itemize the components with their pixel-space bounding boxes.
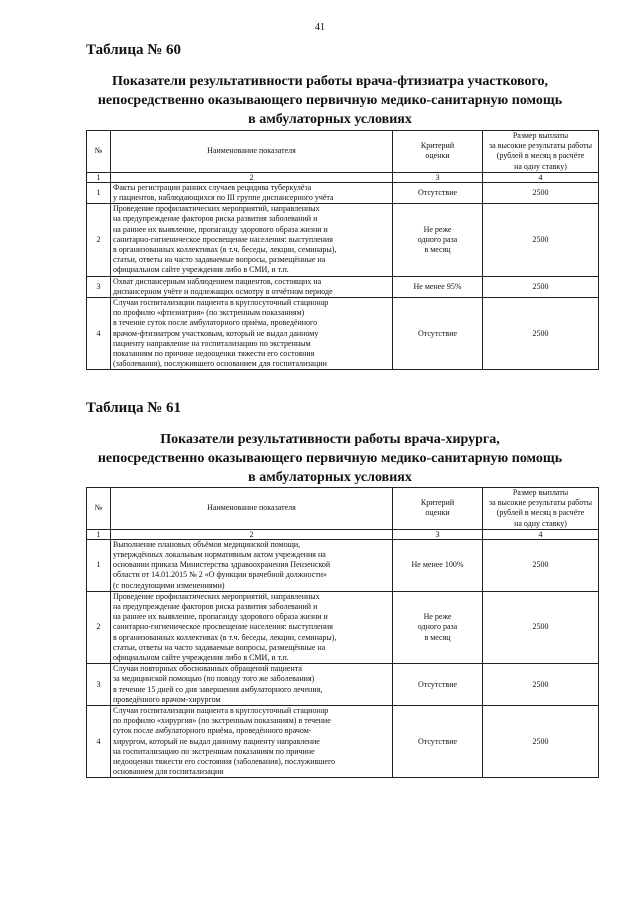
indicators-table	[86, 487, 599, 778]
table-label: Таблица № 60	[86, 42, 182, 58]
column-index: 3	[393, 529, 483, 539]
table-title	[80, 72, 580, 129]
column-index: 4	[483, 529, 599, 539]
indicator-name-line: официальном сайте учреждения либо в СМИ, и т.п.	[113, 653, 289, 663]
payment-amount: 2500	[483, 706, 599, 778]
indicators-table	[86, 130, 599, 370]
indicator-name-line: у пациентов, наблюдающихся по III группе диспансерного учёта	[113, 193, 334, 203]
criterion-line: одного раза	[417, 622, 458, 632]
header-payment	[483, 488, 599, 530]
criterion	[393, 591, 483, 663]
table-title-line: непосредственно оказывающего первичную медико-санитарную помощь	[97, 93, 563, 108]
indicator-name-line: Охват диспансерным наблюдением пациентов, состоящих на	[113, 276, 322, 286]
row-number: 4	[87, 706, 111, 778]
indicator-name-line: статьи, ответы на часто задаваемые вопросы, размещённые на	[113, 642, 326, 652]
header-payment-line: (рублей в месяц в расчёте	[496, 508, 585, 518]
row-number: 3	[87, 276, 111, 297]
criterion-line: в месяц	[424, 632, 451, 642]
indicator-name-line: Факты регистрации ранних случаев рецидива туберкулёза	[113, 182, 312, 192]
table-row	[87, 539, 599, 591]
indicator-name-line: недооценки тяжести его состояния (заболевания), послужившего	[113, 757, 336, 767]
criterion	[393, 298, 483, 370]
row-number: 2	[87, 204, 111, 276]
table-row	[87, 298, 599, 370]
indicator-name	[111, 706, 393, 778]
payment-amount: 2500	[483, 298, 599, 370]
payment-amount: 2500	[483, 539, 599, 591]
indicator-name-line: на госпитализацию по экстренным показаниям по причине	[113, 746, 315, 756]
header-criterion-line: оценки	[425, 508, 450, 518]
table-row	[87, 664, 599, 706]
indicator-name	[111, 182, 393, 203]
indicator-name-line: санитарно-гигиеническое просвещение населения: выступления	[113, 234, 333, 244]
indicator-name-line: в течение 15 дней со дня завершения амбулаторного лечения,	[113, 684, 323, 694]
criterion	[393, 276, 483, 297]
indicator-name	[111, 276, 393, 297]
table-row	[87, 591, 599, 663]
payment-amount: 2500	[483, 276, 599, 297]
criterion	[393, 204, 483, 276]
row-number: 3	[87, 664, 111, 706]
header-num: №	[87, 131, 111, 173]
indicator-name-line: диспансерном учёте и подлежащих осмотру в отчётном периоде	[113, 286, 333, 296]
indicator-name-line: на предупреждение факторов риска развития заболеваний и	[113, 602, 318, 612]
payment-amount: 2500	[483, 182, 599, 203]
criterion	[393, 539, 483, 591]
criterion-line: Не реже	[423, 224, 452, 234]
header-payment-line: за высокие результаты работы	[489, 141, 592, 151]
header-criterion-line: оценки	[425, 151, 450, 161]
header-row	[87, 488, 599, 530]
header-name: Наименование показателя	[111, 488, 393, 530]
indicator-name-line: пациенту направление на госпитализацию по экстренным	[113, 338, 311, 348]
indicator-name-line: утверждённых локальным нормативным актом учреждения на	[113, 550, 326, 560]
header-payment	[483, 131, 599, 173]
criterion	[393, 706, 483, 778]
indicator-name	[111, 591, 393, 663]
criterion-line: в месяц	[424, 245, 451, 255]
header-payment-line: на одну ставку)	[514, 161, 567, 171]
criterion-line: Не менее 95%	[413, 281, 462, 291]
column-index-row	[87, 529, 599, 539]
header-payment-line: (рублей в месяц в расчёте	[496, 151, 585, 161]
payment-amount: 2500	[483, 664, 599, 706]
header-criterion-line: Критерий	[420, 498, 455, 508]
header-payment-line: Размер выплаты	[512, 488, 569, 497]
table-title-line: Показатели результативности работы врача-хирурга,	[160, 432, 500, 447]
table-title-line: в амбулаторных условиях	[248, 112, 412, 127]
indicator-name-line: показаниям по причине недооценки тяжести его состояния	[113, 349, 315, 359]
table-title	[80, 430, 580, 487]
indicator-name-line: области от 14.01.2015 № 2 «О функции врачебной должности»	[113, 570, 328, 580]
indicator-name-line: Проведение профилактических мероприятий, направленных	[113, 204, 320, 214]
row-number: 1	[87, 539, 111, 591]
column-index: 1	[87, 529, 111, 539]
indicator-name-line: на раннее их выявление, пропаганду здорового образа жизни и	[113, 224, 328, 234]
criterion-line: Отсутствие	[417, 679, 458, 689]
row-number: 1	[87, 182, 111, 203]
column-index: 3	[393, 172, 483, 182]
indicator-name-line: на предупреждение факторов риска развития заболеваний и	[113, 214, 318, 224]
table-title-line: Показатели результативности работы врача-фтизиатра участкового,	[112, 74, 548, 89]
indicator-name-line: Случаи госпитализации пациента в круглосуточный стационар	[113, 298, 329, 308]
header-payment-line: за высокие результаты работы	[489, 498, 592, 508]
indicator-name-line: Проведение профилактических мероприятий, направленных	[113, 591, 320, 601]
indicator-name-line: Выполнение плановых объёмов медицинской помощи,	[113, 539, 301, 549]
criterion-line: Не реже	[423, 612, 452, 622]
indicator-name-line: суток после амбулаторного приёма, проведённого врачом-	[113, 726, 312, 736]
indicator-name-line: на раннее их выявление, пропаганду здорового образа жизни и	[113, 612, 328, 622]
header-criterion	[393, 131, 483, 173]
indicator-name-line: в организованных коллективах (в т.ч. беседы, лекции, семинары),	[113, 632, 337, 642]
indicator-name-line: основанием для госпитализации	[113, 767, 224, 777]
column-index-row	[87, 172, 599, 182]
criterion-line: одного раза	[417, 234, 458, 244]
indicator-name-line: в организованных коллективах (в т.ч. беседы, лекции, семинары),	[113, 245, 337, 255]
criterion	[393, 664, 483, 706]
indicator-name	[111, 298, 393, 370]
table-row	[87, 276, 599, 297]
indicator-name-line: в течение суток после амбулаторного приёма, проведённого	[113, 318, 318, 328]
table-label: Таблица № 61	[86, 400, 182, 416]
criterion-line: Отсутствие	[417, 328, 458, 338]
header-payment-line: Размер выплаты	[512, 131, 569, 140]
indicator-name	[111, 204, 393, 276]
criterion-line: Отсутствие	[417, 187, 458, 197]
indicator-name-line: по профилю «фтизиатрия» (по экстренным показаниям)	[113, 308, 305, 318]
criterion	[393, 182, 483, 203]
row-number: 4	[87, 298, 111, 370]
table-title-line: в амбулаторных условиях	[248, 470, 412, 485]
table-title-line: непосредственно оказывающего первичную медико-санитарную помощь	[97, 451, 563, 466]
payment-amount: 2500	[483, 204, 599, 276]
header-criterion	[393, 488, 483, 530]
column-index: 4	[483, 172, 599, 182]
indicator-name-line: официальном сайте учреждения либо в СМИ, и т.п.	[113, 265, 289, 275]
indicator-name-line: проведённого врачом-хирургом	[113, 694, 221, 704]
indicator-name-line: за медицинской помощью (по поводу того же заболевания)	[113, 674, 315, 684]
indicator-name-line: Случаи госпитализации пациента в круглосуточный стационар	[113, 706, 329, 716]
row-number: 2	[87, 591, 111, 663]
criterion-line: Отсутствие	[417, 736, 458, 746]
indicator-name-line: врачом-фтизиатром участковым, который не выдал данному	[113, 328, 319, 338]
indicator-name	[111, 664, 393, 706]
table-row	[87, 204, 599, 276]
indicator-name-line: статьи, ответы на часто задаваемые вопросы, размещённые на	[113, 255, 326, 265]
header-payment-line: на одну ставку)	[514, 518, 567, 528]
indicator-name-line: санитарно-гигиеническое просвещение населения: выступления	[113, 622, 333, 632]
table-row	[87, 706, 599, 778]
column-index: 2	[111, 529, 393, 539]
page-number: 41	[315, 22, 325, 33]
header-row	[87, 131, 599, 173]
header-name: Наименование показателя	[111, 131, 393, 173]
table-row	[87, 182, 599, 203]
criterion-line: Не менее 100%	[411, 560, 464, 570]
indicator-name-line: (заболевания), послужившего основанием для госпитализации	[113, 359, 327, 369]
column-index: 2	[111, 172, 393, 182]
header-num: №	[87, 488, 111, 530]
indicator-name-line: (с последующими изменениями)	[113, 580, 225, 590]
indicator-name-line: Случаи повторных обоснованных обращений пациента	[113, 664, 302, 674]
payment-amount: 2500	[483, 591, 599, 663]
column-index: 1	[87, 172, 111, 182]
indicator-name-line: основании приказа Министерства здравоохранения Пензенской	[113, 560, 331, 570]
indicator-name	[111, 539, 393, 591]
indicator-name-line: хирургом, который не выдал данному пациенту направление	[113, 736, 320, 746]
header-criterion-line: Критерий	[420, 141, 455, 151]
indicator-name-line: по профилю «хирургия» (по экстренным показаниям) в течение	[113, 716, 331, 726]
